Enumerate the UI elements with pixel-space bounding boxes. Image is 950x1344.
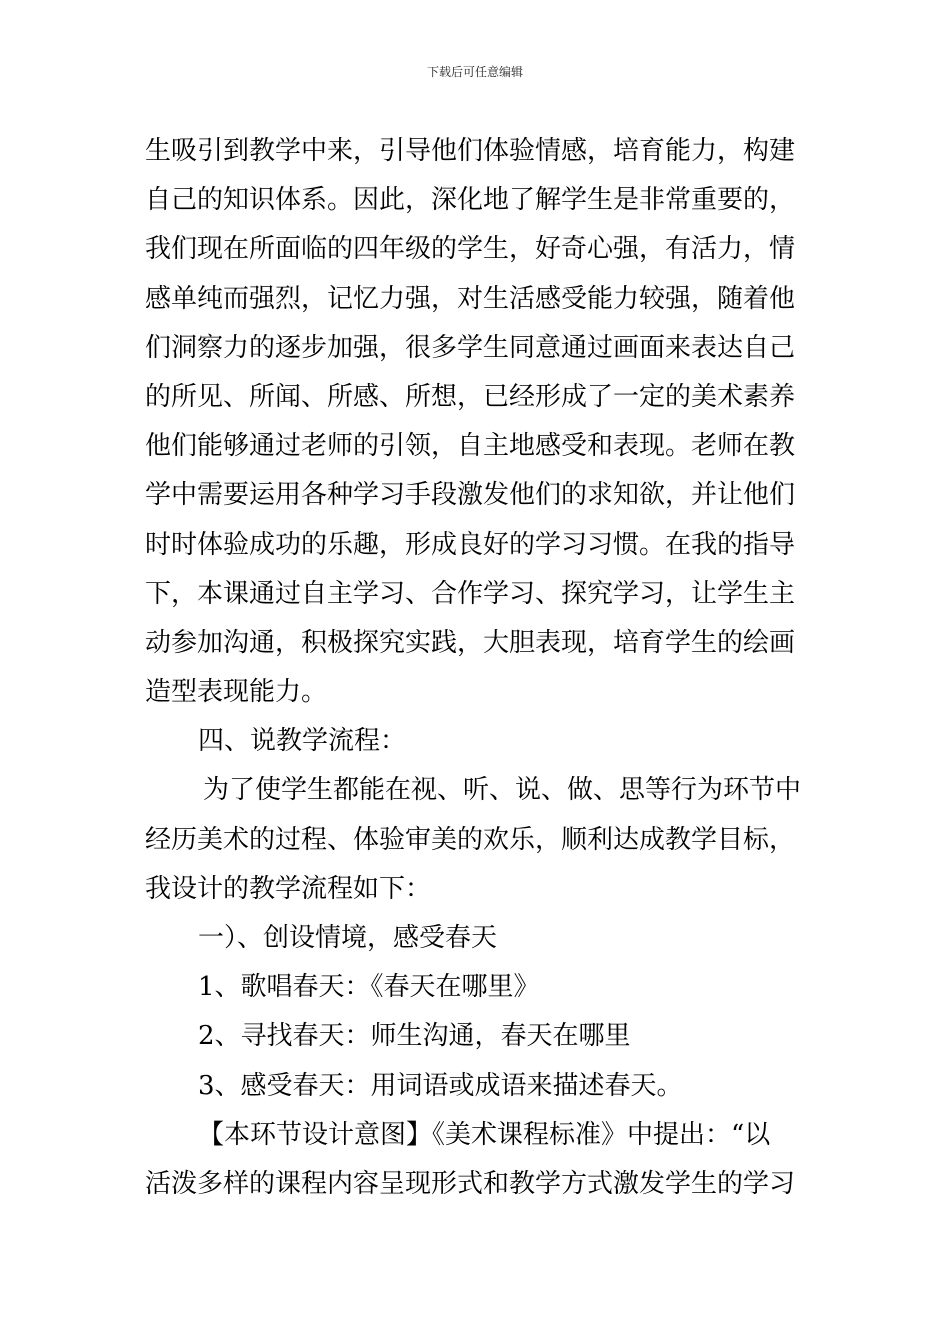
subsection-heading: 一）、创设情境，感受春天 (198, 923, 498, 953)
text-line: 我设计的教学流程如下： (145, 873, 432, 904)
text-line: 生吸引到教学中来，引导他们体验情感，培育能力，构建 (145, 136, 796, 166)
list-item: 2、寻找春天：师生沟通，春天在哪里 (198, 1021, 631, 1052)
text-line: 活泼多样的课程内容呈现形式和教学方式激发学生的学习 (145, 1168, 796, 1199)
text-line: 动参加沟通，积极探究实践，大胆表现，培育学生的绘画 (145, 627, 796, 658)
text-line: 的所见、所闻、所感、所想，已经形成了一定的美术素养 (145, 381, 796, 412)
text-line: 下，本课通过自主学习、合作学习、探究学习，让学生主 (145, 578, 796, 609)
text-line: 自己的知识体系。因此，深化地了解学生是非常重要的， (145, 185, 796, 216)
list-item: 1、歌唱春天：《春天在哪里》 (198, 972, 540, 1003)
text-line: 我们现在所面临的四年级的学生，好奇心强，有活力，情 (145, 234, 796, 265)
text-line: 【本环节设计意图】《美术课程标准》中提出：“以 (198, 1119, 771, 1150)
text-line: 时时体验成功的乐趣，形成良好的学习习惯。在我的指导 (145, 529, 796, 560)
document-body (145, 127, 815, 1209)
text-line: 们洞察力的逐步加强，很多学生同意通过画面来表达自己 (145, 332, 796, 363)
section-heading: 四、说教学流程： (198, 726, 407, 757)
text-line: 学中需要运用各种学习手段激发他们的求知欲，并让他们 (145, 480, 796, 511)
text-line: 造型表现能力。 (145, 677, 328, 708)
text-line: 他们能够通过老师的引领，自主地感受和表现。老师在教 (145, 431, 796, 462)
text-line: 经历美术的过程、体验审美的欢乐，顺利达成教学目标， (145, 824, 796, 855)
list-item: 3、感受春天：用词语或成语来描述春天。 (198, 1070, 683, 1101)
page-header-note: 下载后可任意编辑 (426, 65, 523, 79)
text-line: 感单纯而强烈，记忆力强，对生活感受能力较强，随着他 (145, 283, 796, 314)
text-line: 为了使学生都能在视、听、说、做、思等行为环节中 (203, 775, 802, 806)
